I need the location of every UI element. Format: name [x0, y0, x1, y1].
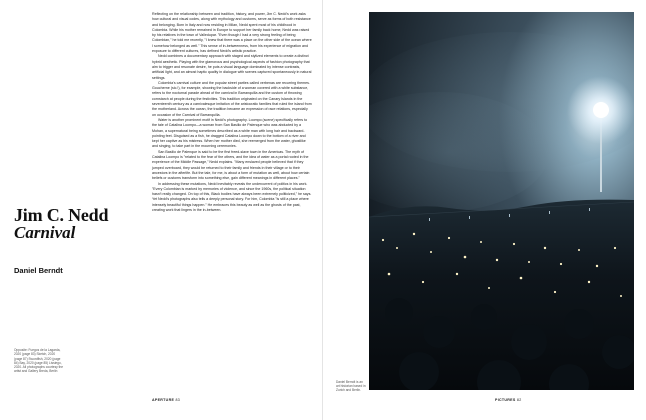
- body-paragraph: Nedd combines a documentary approach with staged and stylized elements to create a distinct hybrid aesthetic. Playing with the glamorous and psychological aspects of fashion photography that aim to trigger and resonate desire, he puts a visual language dominated by intense contrasts, artificial light, and an almost haptic quality in dialogue with scenes captured spontaneously in natural settings.: [152, 54, 312, 80]
- body-paragraph: Water is another prominent motif in Nedd's photography. Loompo (scene) specifically refers to the tale of Catalina Loompo—a woman from San Basilio de Palenque who was abducted by a Mohan, a supernatural being sometimes described as a white man with long hair and backward-pointing feet. Disguised as a fish, he dragged Catalina Loompo down to the bottom of a river and kept her captive as his mistress. When her mother died, she reemerged from the water, ghostlike and singing, to take part in the mourning ceremonies.: [152, 117, 308, 149]
- folio-right-page: 82: [516, 398, 522, 402]
- photo-caption-right: Daniel Berndt is an art historian based in Zurich and Berlin.: [336, 380, 366, 393]
- carnival-crowd-photo: [369, 12, 634, 390]
- body-paragraph: Colombia's carnival culture and the popular street parties called verbenas are recurring themes. Goucherne (sic.!), for example, showing the backside of a woman covered with a white substance, refers to the nocturnal parade ahead of the carnival in Barranquilla and the custom of throwing cornstarch at people during the festivities. This tradition originated on the Canary Islands in the seventeenth century as a carnivalesque imitation of the aristocratic families that ruled the island from the motherland. Across the ocean, the tradition became an expression of race relations, especially on occasion of the Carnival of Barranquilla.: [152, 80, 312, 117]
- body-paragraph: In addressing these mutations, Nedd inevitably reveals the undercurrent of politics in his work. "Every Colombian is marked by memories of violence, and since the 1960s, the political situation hasn't really changed. On top of this, Black bodies have always been extremely politicized," he says. Yet Nedd's photographs also tells a deeply personal story. For him, Colombia "is still a place where intensely beautiful things happen." He embraces this beauty as well as the ghosts of the past, creating work that lingers in the in-between.: [152, 181, 312, 212]
- article-subtitle: Carnival: [14, 223, 76, 242]
- folio-left-section: APERTURE: [152, 398, 175, 402]
- folio-right-section: PICTURES: [495, 398, 516, 402]
- photo-illustration: [369, 12, 634, 390]
- article-title: Jim C. Nedd: [14, 205, 109, 225]
- folio-left: [152, 398, 180, 402]
- folio-right: [495, 398, 522, 402]
- title-block: [14, 206, 132, 242]
- body-paragraph: Reflecting on the relationship between and tradition, history, and power, Jim C. Nedd's work asks how cultural and visual codes, along with mythology and customs, serve as forms of both resistance and belonging. Born in Italy and now residing in Milan, Nedd spent most of his childhood in Colombia. While his mother remained in Europe to support her family back home, Nedd was raised by his relatives in the town of Valledupar. "Even though I had a very strong feeling of being Colombian," he told me recently, "I knew that there was a place on the other side of the ocean where I somehow belonged as well." This sense of in-betweenness, from his experience of migration and exposure to different cultures, has defined Nedd's artistic practice.: [152, 12, 312, 54]
- author-byline: Daniel Berndt: [14, 266, 63, 275]
- body-column: [152, 12, 312, 213]
- photo-caption-left: Opposite: Fuegos de la Lagarda, 2020 (page 83) Sketch, 2020 (page 87) Swordfish, 2020 (page 84) Bay, 2020 (page 85) Lissiego, 2020. All photographs courtesy the artist and Gallery Breda, Berlin: [14, 348, 64, 374]
- body-paragraph: San Basilio de Palenque is said to be the first freed-slave town in the Americas. The myth of Catalina Loompo is "related to the fear of the others, and the idea of water as a portal rooted in the experience of the Middle Passage," Nedd explains. "Many enslaved people believed that if they jumped overboard, they would be returned to their family and friends in their village or to their ancestors in the afterlife. But the tale, for me, is about a form of mutation as well, about how certain beliefs or customs transform into something else, gain different meanings in different places.": [152, 149, 310, 181]
- folio-left-page: 83: [175, 398, 181, 402]
